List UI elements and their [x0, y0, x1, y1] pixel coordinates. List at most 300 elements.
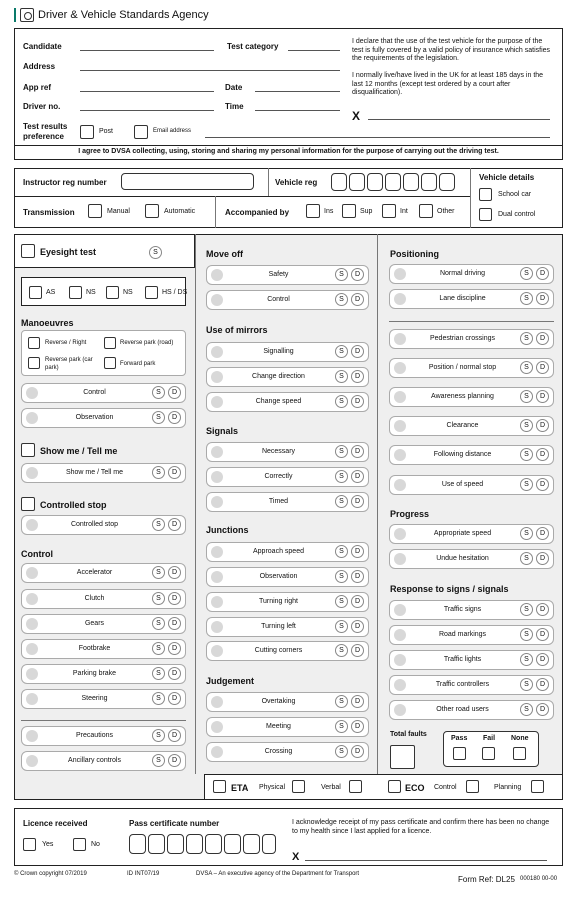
form-id: ID INT07/19: [127, 871, 160, 877]
row-label: Undue hesitation: [436, 555, 489, 562]
change-speed-row[interactable]: [206, 392, 369, 412]
fault-tally[interactable]: [394, 629, 406, 641]
dangerous-marker[interactable]: D: [351, 620, 364, 633]
pass-checkbox[interactable]: [453, 747, 466, 760]
licence-yes-label: Yes: [42, 841, 54, 848]
driver-no-label: Driver no.: [23, 102, 61, 111]
junctions-heading: Junctions: [206, 525, 249, 535]
serious-marker[interactable]: S: [152, 466, 165, 479]
normal-driving-row[interactable]: [389, 264, 554, 284]
precautions-row[interactable]: [21, 726, 186, 746]
serious-marker[interactable]: S: [520, 603, 533, 616]
row-label: Accelerator: [76, 569, 113, 576]
test-category-field[interactable]: [288, 50, 340, 51]
row-label: Approach speed: [253, 548, 304, 555]
row-label: Show me / Tell me: [65, 469, 124, 476]
eyesight-label: Eyesight test: [40, 247, 97, 257]
serious-marker[interactable]: S: [152, 592, 165, 605]
fault-tally[interactable]: [26, 387, 38, 399]
manoeuvre-control-row[interactable]: [21, 383, 186, 403]
dangerous-marker[interactable]: D: [168, 729, 181, 742]
serious-marker[interactable]: S: [335, 293, 348, 306]
reverse-park-car-checkbox[interactable]: [28, 357, 40, 369]
sup-checkbox[interactable]: [342, 204, 356, 218]
vehicle-reg-box[interactable]: [403, 173, 419, 191]
licence-no-checkbox[interactable]: [73, 838, 86, 851]
dangerous-marker[interactable]: D: [351, 745, 364, 758]
licence-no-label: No: [91, 841, 100, 848]
hsds-label: HS / DS: [162, 289, 188, 296]
mid-hdivider: [14, 196, 470, 197]
serious-marker[interactable]: S: [335, 545, 348, 558]
fault-tally[interactable]: [394, 479, 406, 491]
turning-right-row[interactable]: [206, 592, 369, 612]
dangerous-marker[interactable]: D: [168, 667, 181, 680]
clearance-row[interactable]: [389, 416, 554, 436]
sup-label: Sup: [360, 208, 373, 215]
fault-tally[interactable]: [394, 528, 406, 540]
eta-verbal-label: Verbal: [321, 784, 341, 791]
transmission-label: Transmission: [23, 208, 75, 217]
fault-tally[interactable]: [394, 362, 406, 374]
eco-label: ECO: [405, 783, 425, 793]
pass-cert-box[interactable]: [167, 834, 184, 854]
eta-checkbox[interactable]: [213, 780, 226, 793]
eta-physical-checkbox[interactable]: [292, 780, 305, 793]
row-label: Clearance: [446, 422, 479, 429]
eyesight-s-marker[interactable]: S: [149, 246, 162, 259]
test-category-label: Test category: [227, 42, 279, 51]
serious-marker[interactable]: S: [152, 754, 165, 767]
serious-marker[interactable]: S: [152, 518, 165, 531]
licence-received-label: Licence received: [23, 819, 88, 828]
row-label: Precautions: [76, 732, 113, 739]
agree-divider: [14, 145, 563, 146]
post-checkbox[interactable]: [80, 125, 94, 139]
email-checkbox[interactable]: [134, 125, 148, 139]
fault-tally[interactable]: [211, 371, 223, 383]
app-ref-label: App ref: [23, 83, 51, 92]
date-label: Date: [225, 83, 243, 92]
showme-checkbox[interactable]: [21, 443, 35, 457]
serious-marker[interactable]: S: [152, 411, 165, 424]
turning-left-row[interactable]: [206, 617, 369, 637]
row-label: Safety: [268, 271, 289, 278]
dangerous-marker[interactable]: D: [168, 617, 181, 630]
other-road-users-row[interactable]: [389, 700, 554, 720]
awareness-planning-row[interactable]: [389, 387, 554, 407]
serious-marker[interactable]: S: [335, 570, 348, 583]
serious-marker[interactable]: S: [152, 617, 165, 630]
row-label: Turning right: [258, 598, 299, 605]
serious-marker[interactable]: S: [152, 692, 165, 705]
serious-marker[interactable]: S: [335, 720, 348, 733]
dangerous-marker[interactable]: D: [351, 644, 364, 657]
dangerous-marker[interactable]: D: [536, 390, 549, 403]
dangerous-marker[interactable]: D: [536, 527, 549, 540]
vehicle-reg-box[interactable]: [367, 173, 383, 191]
serious-marker[interactable]: S: [520, 703, 533, 716]
row-label: Observation: [259, 573, 298, 580]
row-label: Change speed: [255, 398, 302, 405]
appropriate-speed-row[interactable]: [389, 524, 554, 544]
fault-tally[interactable]: [26, 567, 38, 579]
position-normal-stop-row[interactable]: [389, 358, 554, 378]
fault-tally[interactable]: [26, 693, 38, 705]
fault-tally[interactable]: [394, 449, 406, 461]
fault-tally[interactable]: [211, 645, 223, 657]
row-label: Pedestrian crossings: [430, 335, 495, 342]
reverse-park-road-checkbox[interactable]: [104, 337, 116, 349]
pass-cert-box[interactable]: [243, 834, 260, 854]
ins-checkbox[interactable]: [306, 204, 320, 218]
dangerous-marker[interactable]: D: [351, 595, 364, 608]
dangerous-marker[interactable]: D: [536, 703, 549, 716]
automatic-label: Automatic: [164, 208, 196, 215]
controlled-stop-heading: Controlled stop: [40, 500, 107, 510]
dangerous-marker[interactable]: D: [351, 395, 364, 408]
eco-control-checkbox[interactable]: [466, 780, 479, 793]
controlled-stop-row[interactable]: [21, 515, 186, 535]
dangerous-marker[interactable]: D: [536, 478, 549, 491]
change-direction-row[interactable]: [206, 367, 369, 387]
vehicle-reg-label: Vehicle reg: [275, 178, 318, 187]
dangerous-marker[interactable]: D: [536, 448, 549, 461]
reverse-right-checkbox[interactable]: [28, 337, 40, 349]
row-label: Timed: [268, 498, 289, 505]
dangerous-marker[interactable]: D: [536, 653, 549, 666]
necessary-row[interactable]: [206, 442, 369, 462]
fault-tally[interactable]: [211, 571, 223, 583]
time-field[interactable]: [255, 110, 340, 111]
dangerous-marker[interactable]: D: [351, 470, 364, 483]
row-label: Awareness planning: [431, 393, 494, 400]
fault-tally[interactable]: [394, 268, 406, 280]
row-label: Traffic lights: [443, 656, 482, 663]
none-label: None: [511, 735, 529, 742]
fault-tally[interactable]: [26, 412, 38, 424]
timed-row[interactable]: [206, 492, 369, 512]
fault-tally[interactable]: [211, 471, 223, 483]
use-of-speed-row[interactable]: [389, 475, 554, 495]
dangerous-marker[interactable]: D: [351, 495, 364, 508]
manual-label: Manual: [107, 208, 130, 215]
fault-tally[interactable]: [211, 446, 223, 458]
positioning-heading: Positioning: [390, 249, 439, 259]
dangerous-marker[interactable]: D: [168, 466, 181, 479]
undue-hesitation-row[interactable]: [389, 549, 554, 569]
lane-discipline-row[interactable]: [389, 289, 554, 309]
serious-marker[interactable]: S: [520, 552, 533, 565]
int-checkbox[interactable]: [382, 204, 396, 218]
dangerous-marker[interactable]: D: [168, 642, 181, 655]
fault-tally[interactable]: [211, 596, 223, 608]
dangerous-marker[interactable]: D: [536, 267, 549, 280]
address-field[interactable]: [80, 70, 340, 71]
vehicle-details-label: Vehicle details: [479, 173, 535, 182]
serious-marker[interactable]: S: [520, 478, 533, 491]
serious-marker[interactable]: S: [335, 695, 348, 708]
page-header: [14, 8, 209, 22]
move-off-safety-row[interactable]: [206, 265, 369, 285]
serious-marker[interactable]: S: [335, 395, 348, 408]
row-label: Control: [83, 389, 106, 396]
traffic-controllers-row[interactable]: [389, 675, 554, 695]
licence-yes-checkbox[interactable]: [23, 838, 36, 851]
dangerous-marker[interactable]: D: [168, 386, 181, 399]
eco-planning-checkbox[interactable]: [531, 780, 544, 793]
serious-marker[interactable]: S: [520, 653, 533, 666]
signalling-row[interactable]: [206, 342, 369, 362]
row-label: Steering: [81, 695, 108, 702]
serious-marker[interactable]: S: [520, 419, 533, 432]
eta-verbal-checkbox[interactable]: [349, 780, 362, 793]
dangerous-marker[interactable]: D: [351, 268, 364, 281]
footbrake-row[interactable]: [21, 639, 186, 659]
fault-tally[interactable]: [394, 654, 406, 666]
fault-tally[interactable]: [211, 269, 223, 281]
signature-x: X: [352, 109, 361, 123]
fault-tally[interactable]: [394, 293, 406, 305]
automatic-checkbox[interactable]: [145, 204, 159, 218]
fault-tally[interactable]: [211, 396, 223, 408]
fault-tally[interactable]: [26, 730, 38, 742]
dangerous-marker[interactable]: D: [168, 692, 181, 705]
candidate-field[interactable]: [80, 50, 214, 51]
fault-tally[interactable]: [394, 604, 406, 616]
serious-marker[interactable]: S: [152, 642, 165, 655]
dangerous-marker[interactable]: D: [168, 566, 181, 579]
dvsa-statement: DVSA – An executive agency of the Department for Transport: [196, 871, 360, 877]
serious-marker[interactable]: S: [520, 390, 533, 403]
row-label: Change direction: [252, 373, 305, 380]
serious-marker[interactable]: S: [335, 644, 348, 657]
email-label: Email address: [153, 128, 192, 134]
school-car-checkbox[interactable]: [479, 188, 492, 201]
dangerous-marker[interactable]: D: [168, 592, 181, 605]
instructor-field[interactable]: [121, 173, 254, 190]
serious-marker[interactable]: S: [520, 678, 533, 691]
row-label: Footbrake: [78, 645, 111, 652]
dangerous-marker[interactable]: D: [351, 370, 364, 383]
overtaking-row[interactable]: [206, 692, 369, 712]
parking-brake-row[interactable]: [21, 664, 186, 684]
traffic-signs-row[interactable]: [389, 600, 554, 620]
fault-tally[interactable]: [394, 704, 406, 716]
ancillary-controls-row[interactable]: [21, 751, 186, 771]
app-ref-field[interactable]: [80, 91, 214, 92]
vehicle-reg-box[interactable]: [421, 173, 437, 191]
pass-cert-box[interactable]: [224, 834, 241, 854]
serious-marker[interactable]: S: [520, 332, 533, 345]
approach-speed-row[interactable]: [206, 542, 369, 562]
serious-marker[interactable]: S: [335, 620, 348, 633]
following-distance-row[interactable]: [389, 445, 554, 465]
dangerous-marker[interactable]: D: [536, 603, 549, 616]
fault-tally[interactable]: [211, 546, 223, 558]
fault-tally[interactable]: [394, 420, 406, 432]
manual-checkbox[interactable]: [88, 204, 102, 218]
eco-checkbox[interactable]: [388, 780, 401, 793]
hsds-checkbox[interactable]: [145, 286, 158, 299]
fault-tally[interactable]: [211, 746, 223, 758]
row-label: Traffic controllers: [435, 681, 490, 688]
dangerous-marker[interactable]: D: [536, 628, 549, 641]
junction-observation-row[interactable]: [206, 567, 369, 587]
pass-cert-box[interactable]: [205, 834, 222, 854]
pass-cert-label: Pass certificate number: [129, 819, 220, 828]
pass-cert-box[interactable]: [186, 834, 203, 854]
crest-icon: [20, 8, 34, 22]
eta-physical-label: Physical: [259, 784, 286, 791]
column-divider-2: [377, 234, 378, 800]
dangerous-marker[interactable]: D: [351, 445, 364, 458]
pedestrian-crossings-row[interactable]: [389, 329, 554, 349]
forward-park-checkbox[interactable]: [104, 357, 116, 369]
dangerous-marker[interactable]: D: [351, 545, 364, 558]
driver-no-field[interactable]: [80, 110, 214, 111]
fault-tally[interactable]: [394, 333, 406, 345]
vehicle-reg-box[interactable]: [331, 173, 347, 191]
serious-marker[interactable]: S: [520, 628, 533, 641]
dangerous-marker[interactable]: D: [351, 570, 364, 583]
cutting-corners-row[interactable]: [206, 641, 369, 661]
dangerous-marker[interactable]: D: [536, 419, 549, 432]
row-label: Meeting: [266, 723, 291, 730]
ns2-checkbox[interactable]: [106, 286, 119, 299]
none-checkbox[interactable]: [513, 747, 526, 760]
serious-marker[interactable]: S: [152, 729, 165, 742]
acknowledgement-text: I acknowledge receipt of my pass certificate and confirm there has been no change to my health since I last applied for a licence.: [292, 819, 550, 835]
gears-row[interactable]: [21, 614, 186, 634]
ack-signature-field[interactable]: [305, 860, 547, 861]
int-label: Int: [400, 208, 408, 215]
serious-marker[interactable]: S: [520, 527, 533, 540]
fault-tally[interactable]: [26, 668, 38, 680]
manoeuvre-observation-row[interactable]: [21, 408, 186, 428]
crossing-row[interactable]: [206, 742, 369, 762]
serious-marker[interactable]: S: [335, 495, 348, 508]
dangerous-marker[interactable]: D: [536, 332, 549, 345]
row-label: Position / normal stop: [428, 364, 497, 371]
dangerous-marker[interactable]: D: [536, 292, 549, 305]
fault-tally[interactable]: [26, 755, 38, 767]
dangerous-marker[interactable]: D: [168, 754, 181, 767]
copyright: © Crown copyright 07/2019: [14, 871, 87, 877]
dangerous-marker[interactable]: D: [351, 293, 364, 306]
fault-tally[interactable]: [394, 679, 406, 691]
controlled-stop-checkbox[interactable]: [21, 497, 35, 511]
pass-cert-box[interactable]: [129, 834, 146, 854]
other-checkbox[interactable]: [419, 204, 433, 218]
fault-tally[interactable]: [26, 618, 38, 630]
eyesight-checkbox[interactable]: [21, 244, 35, 258]
row-label: Necessary: [261, 448, 296, 455]
serious-marker[interactable]: S: [335, 595, 348, 608]
insurance-declaration: I declare that the use of the test vehicle for the purpose of the test is fully covered by a valid policy of insurance which satisfies the requirements of the legislation.: [352, 38, 551, 62]
fault-tally[interactable]: [394, 553, 406, 565]
serious-marker[interactable]: S: [520, 292, 533, 305]
vehicle-reg-box[interactable]: [439, 173, 455, 191]
serious-marker[interactable]: S: [335, 268, 348, 281]
move-off-control-row[interactable]: [206, 290, 369, 310]
serious-marker[interactable]: S: [335, 745, 348, 758]
date-field[interactable]: [255, 91, 340, 92]
as-checkbox[interactable]: [29, 286, 42, 299]
candidate-label: Candidate: [23, 42, 62, 51]
serious-marker[interactable]: S: [335, 445, 348, 458]
email-field[interactable]: [205, 137, 550, 138]
road-markings-row[interactable]: [389, 625, 554, 645]
dangerous-marker[interactable]: D: [168, 411, 181, 424]
row-label: Observation: [75, 414, 114, 421]
dangerous-marker[interactable]: D: [351, 695, 364, 708]
row-label: Use of speed: [441, 481, 484, 488]
fault-tally[interactable]: [26, 519, 38, 531]
dangerous-marker[interactable]: D: [536, 678, 549, 691]
serious-marker[interactable]: S: [520, 361, 533, 374]
ns1-checkbox[interactable]: [69, 286, 82, 299]
fault-tally[interactable]: [211, 346, 223, 358]
mirrors-heading: Use of mirrors: [206, 325, 268, 335]
meeting-row[interactable]: [206, 717, 369, 737]
fail-label: Fail: [483, 735, 496, 742]
pass-cert-box[interactable]: [148, 834, 165, 854]
serious-marker[interactable]: S: [335, 345, 348, 358]
test-results-pref-label: Test results preference: [23, 122, 68, 141]
accelerator-row[interactable]: [21, 563, 186, 583]
showme-row[interactable]: [21, 463, 186, 483]
fault-tally[interactable]: [211, 496, 223, 508]
fault-tally[interactable]: [211, 621, 223, 633]
row-label: Lane discipline: [439, 295, 486, 302]
fault-tally[interactable]: [211, 294, 223, 306]
dangerous-marker[interactable]: D: [536, 361, 549, 374]
steering-row[interactable]: [21, 689, 186, 709]
fault-tally[interactable]: [211, 721, 223, 733]
dangerous-marker[interactable]: D: [536, 552, 549, 565]
fault-tally[interactable]: [394, 391, 406, 403]
fail-checkbox[interactable]: [482, 747, 495, 760]
serious-marker[interactable]: S: [335, 470, 348, 483]
serious-marker[interactable]: S: [520, 448, 533, 461]
dangerous-marker[interactable]: D: [351, 345, 364, 358]
dangerous-marker[interactable]: D: [168, 518, 181, 531]
total-faults-box[interactable]: [390, 745, 415, 769]
move-off-heading: Move off: [206, 249, 243, 259]
serious-marker[interactable]: S: [152, 386, 165, 399]
fault-tally[interactable]: [26, 593, 38, 605]
vehicle-reg-box[interactable]: [349, 173, 365, 191]
fault-tally[interactable]: [211, 696, 223, 708]
fault-tally[interactable]: [26, 467, 38, 479]
instructor-label: Instructor reg number: [23, 178, 107, 187]
correctly-row[interactable]: [206, 467, 369, 487]
dangerous-marker[interactable]: D: [351, 720, 364, 733]
clutch-row[interactable]: [21, 589, 186, 609]
control-heading: Control: [21, 549, 53, 559]
vehicle-reg-box[interactable]: [385, 173, 401, 191]
candidate-signature-field[interactable]: [368, 119, 550, 120]
serious-marker[interactable]: S: [152, 566, 165, 579]
serious-marker[interactable]: S: [520, 267, 533, 280]
traffic-lights-row[interactable]: [389, 650, 554, 670]
pass-cert-box[interactable]: [262, 834, 276, 854]
serious-marker[interactable]: S: [335, 370, 348, 383]
fault-tally[interactable]: [26, 643, 38, 655]
dual-control-checkbox[interactable]: [479, 208, 492, 221]
serious-marker[interactable]: S: [152, 667, 165, 680]
